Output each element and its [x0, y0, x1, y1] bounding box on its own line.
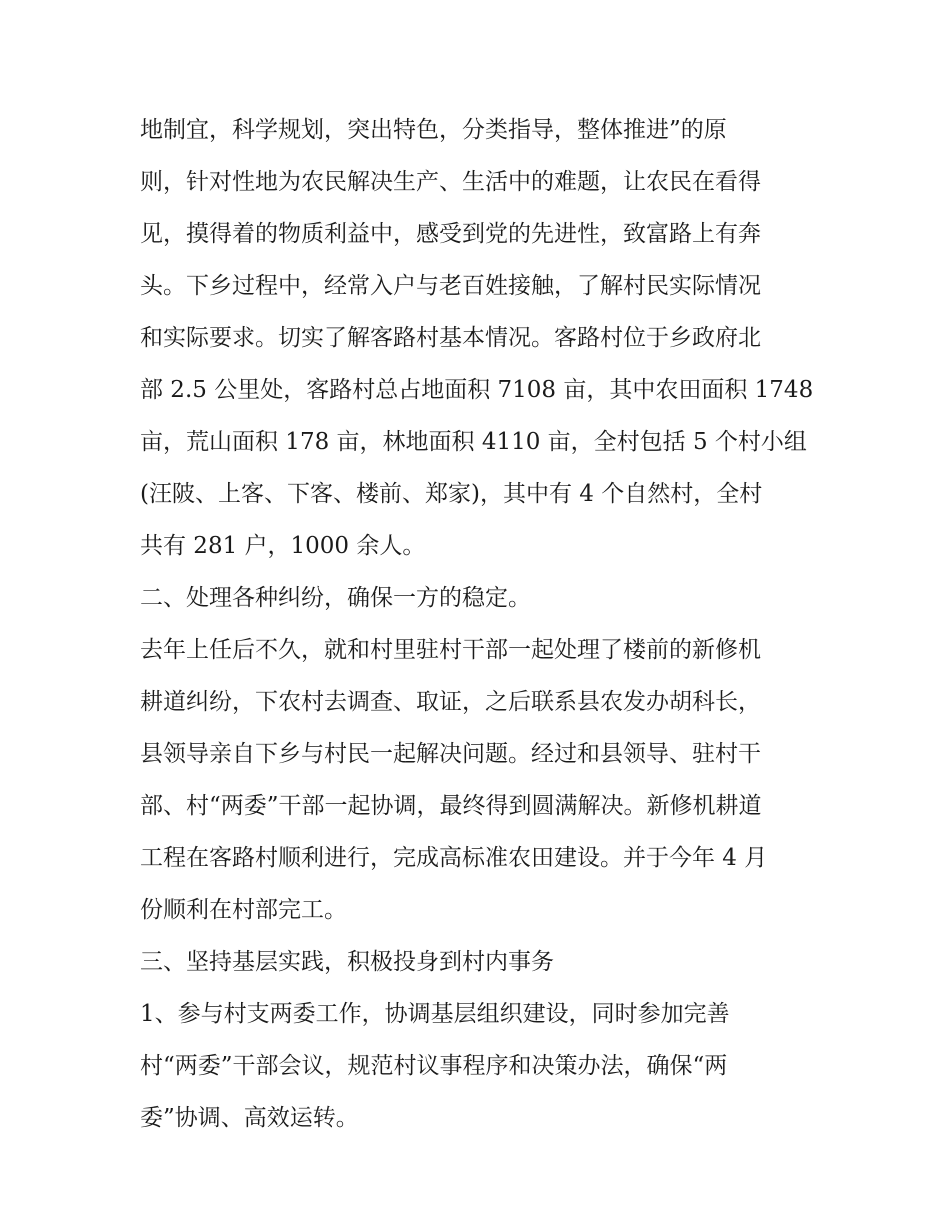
text-line: (汪陂、上客、下客、楼前、郑家)，其中有 4 个自然村，全村: [140, 481, 763, 507]
text-line: 部、村“两委”干部一起协调，最终得到圆满解决。新修机耕道: [140, 793, 762, 819]
text-line: 部 2.5 公里处，客路村总占地面积 7108 亩，其中农田面积 1748: [140, 377, 814, 403]
text-line: 和实际要求。切实了解客路村基本情况。客路村位于乡政府北: [140, 325, 761, 351]
text-line: 亩，荒山面积 178 亩，林地面积 4110 亩，全村包括 5 个村小组: [140, 429, 807, 455]
text-line: 委”协调、高效运转。: [140, 1105, 359, 1131]
text-line: 则，针对性地为农民解决生产、生活中的难题，让农民在看得: [140, 169, 761, 195]
text-line: 头。下乡过程中，经常入户与老百姓接触，了解村民实际情况: [140, 273, 761, 299]
text-line: 见，摸得着的物质利益中，感受到党的先进性，致富路上有奔: [140, 221, 761, 247]
text-line: 共有 281 户，1000 余人。: [140, 533, 426, 559]
list-item-line: 1、参与村支两委工作，协调基层组织建设，同时参加完善: [140, 1001, 730, 1027]
text-line: 工程在客路村顺利进行，完成高标准农田建设。并于今年 4 月: [140, 845, 768, 871]
text-line: 份顺利在村部完工。: [140, 897, 347, 923]
text-line: 村“两委”干部会议，规范村议事程序和决策办法，确保“两: [140, 1053, 728, 1079]
section-heading: 二、处理各种纠纷，确保一方的稳定。: [140, 585, 531, 611]
text-line: 县领导亲自下乡与村民一起解决问题。经过和县领导、驻村干: [140, 741, 761, 767]
text-line: 耕道纠纷，下农村去调查、取证，之后联系县农发办胡科长，: [140, 689, 761, 715]
text-line: 去年上任后不久，就和村里驻村干部一起处理了楼前的新修机: [140, 637, 761, 663]
section-heading: 三、坚持基层实践，积极投身到村内事务: [140, 949, 554, 975]
text-line: 地制宜，科学规划，突出特色，分类指导，整体推进”的原: [140, 117, 727, 143]
